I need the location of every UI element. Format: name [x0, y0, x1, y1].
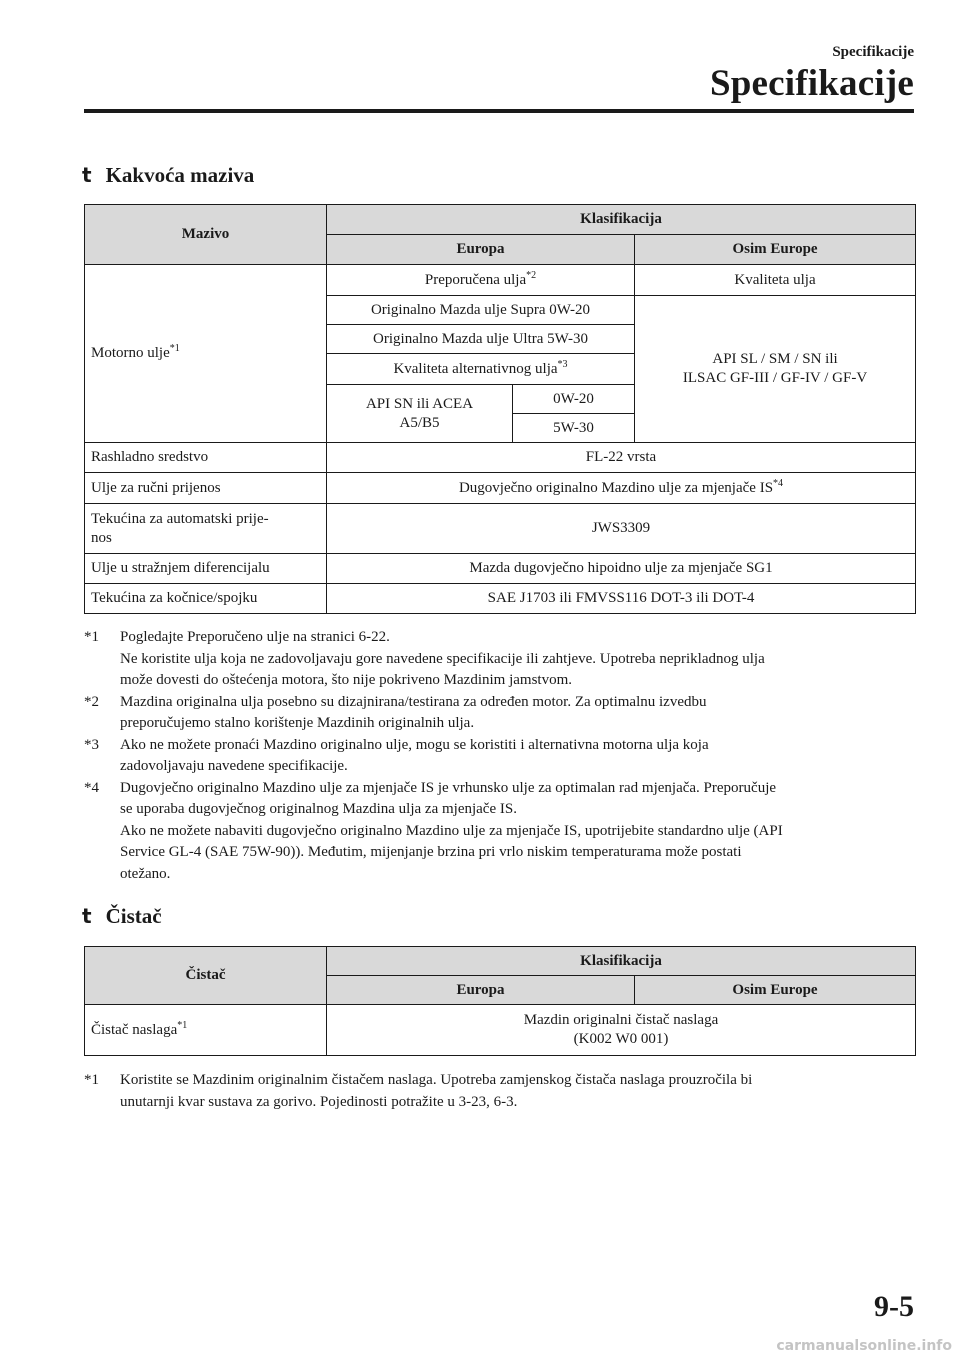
header-lubricant: Mazivo — [85, 205, 327, 265]
section-title-text: Čistač — [105, 904, 162, 928]
header-europe: Europa — [327, 976, 635, 1005]
section-bullet-icon: t — [82, 904, 92, 928]
auto-trans-name-cell: Tekućina za automatski prije- nos — [85, 504, 327, 554]
footnote: *1 Koristite se Mazdinim originalnim čistačem naslaga. Upotreba zamjenskog čistača naslaga prouzročila bi unutarnji kvar sustava za gorivo. Pojedinosti potražite u 3-23, 6-3. — [84, 1072, 753, 1110]
page-title: Specifikacije — [709, 63, 914, 104]
header-classification: Klasifikacija — [327, 947, 916, 976]
alt-quality-cell: Kvaliteta alternativnog ulja$^{*3}$ — [327, 354, 635, 385]
lubricant-footnotes — [84, 627, 924, 885]
supra-oil-cell: Originalno Mazda ulje Supra 0W-20 — [327, 296, 635, 325]
footnote: *2 Mazdina originalna ulja posebno su dizajnirana/testirana za određen motor. Za optimalnu izvedbu preporučujemo stalno korištenje Mazdinih originalnih ulja. — [84, 693, 707, 731]
header-other: Osim Europe — [635, 235, 916, 265]
brake-fluid-name-cell: Tekućina za kočnice/spojku — [85, 584, 327, 614]
viscosity-cell: 0W-20 — [513, 385, 635, 414]
coolant-value-cell: FL-22 vrsta — [327, 443, 916, 473]
watermark: carmanualsonline.info — [776, 1338, 952, 1354]
footnote: *1 Pogledajte Preporučeno ulje na stranici 6-22. Ne koristite ulja koja ne zadovoljavaju gore navedene specifikacije ili zahtjeve. Upotreba neprikladnog ulja može dovesti do oštećenja motora, što nije pokriveno Mazdinim jamstvom. — [84, 629, 765, 688]
header-classification: Klasifikacija — [327, 205, 916, 235]
header-other: Osim Europe — [635, 976, 916, 1005]
footnote: *4 Dugovječno originalno Mazdino ulje za mjenjače IS je vrhunsko ulje za optimalan rad mjenjača. Preporučuje se uporaba dugovječnog originalnog Mazdina ulja za mjenjače IS. Ako ne možete nabaviti dugovječno originalno Mazdino ulje za mjenjače IS, upotrijebite standardno ulje (API Service GL-4 (SAE 75W-90)). Međutim, mijenjanje brzina pri vrlo niskim temperaturama može postati otežano. — [84, 779, 783, 882]
brake-fluid-value-cell: SAE J1703 ili FMVSS116 DOT-3 ili DOT-4 — [327, 584, 916, 614]
section-title-lubricants — [82, 163, 254, 188]
header-europe: Europa — [327, 235, 635, 265]
deposit-cleaner-value-cell: Mazdin originalni čistač naslaga (K002 W0 001) — [327, 1005, 916, 1056]
coolant-name-cell: Rashladno sredstvo — [85, 443, 327, 473]
motor-oil-cell: Motorno ulje$^{*1}$ — [85, 265, 327, 443]
section-title-text: Kakvoća maziva — [105, 163, 255, 187]
api-other-cell: API SL / SM / SN ili ILSAC GF-III / GF-IV / GF-V — [635, 296, 916, 443]
recommended-oils-cell: Preporučena ulja$^{*2}$ — [327, 265, 635, 296]
deposit-cleaner-name-cell: Čistač naslaga$^{*1}$ — [85, 1005, 327, 1056]
api-acea-cell: API SN ili ACEA A5/B5 — [327, 385, 513, 443]
rear-diff-name-cell: Ulje u stražnjem diferencijalu — [85, 554, 327, 584]
rear-diff-value-cell: Mazda dugovječno hipoidno ulje za mjenjače SG1 — [327, 554, 916, 584]
auto-trans-value-cell: JWS3309 — [327, 504, 916, 554]
lubricant-table — [84, 204, 916, 614]
running-header: Specifikacije — [832, 44, 914, 60]
manual-trans-value-cell: Dugovječno originalno Mazdino ulje za mjenjače IS$^{*4}$ — [327, 473, 916, 504]
oil-quality-cell: Kvaliteta ulja — [635, 265, 916, 296]
section-title-cleaner — [82, 904, 162, 929]
ultra-oil-cell: Originalno Mazda ulje Ultra 5W-30 — [327, 325, 635, 354]
cleaner-footnotes — [84, 1070, 924, 1113]
header-divider — [84, 109, 914, 113]
header-cleaner: Čistač — [85, 947, 327, 1005]
viscosity-cell: 5W-30 — [513, 414, 635, 443]
cleaner-table — [84, 946, 916, 1056]
manual-trans-name-cell: Ulje za ručni prijenos — [85, 473, 327, 504]
section-bullet-icon: t — [82, 163, 92, 187]
footnote: *3 Ako ne možete pronaći Mazdino originalno ulje, mogu se koristiti i alternativna motorna ulja koja zadovoljavaju navedene specifikacije. — [84, 736, 709, 774]
page-number: 9-5 — [874, 1290, 914, 1323]
